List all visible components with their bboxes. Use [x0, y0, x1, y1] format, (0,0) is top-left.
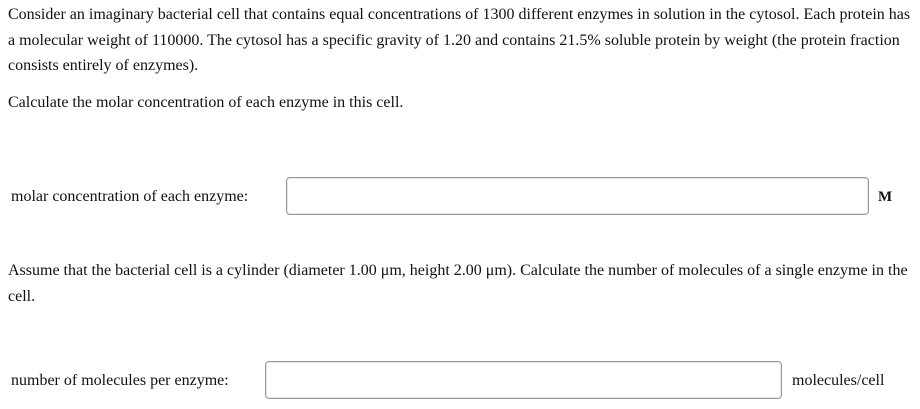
molar-unit-label: M: [878, 189, 893, 205]
molar-concentration-input[interactable]: [286, 177, 869, 215]
question-intro: Consider an imaginary bacterial cell that contains equal concentrations of 1300 different enzymes in solution in the cytosol. Each protein has a molecular weight of 110000. The cytosol has a specific gravity of 1.20 and contains 21.5% soluble protein by weight (the protein fraction consists entirely of enzymes).: [8, 6, 911, 74]
task-two-prompt: Assume that the bacterial cell is a cylinder (diameter 1.00 μm, height 2.00 μm). Calculate the number of molecules of a single enzyme in the cell.: [8, 262, 908, 305]
task-one-prompt: Calculate the molar concentration of each enzyme in this cell.: [8, 94, 404, 111]
molar-concentration-label: molar concentration of each enzyme:: [11, 188, 249, 205]
molecules-per-enzyme-input[interactable]: [265, 361, 782, 399]
answer-row-molar-concentration: [0, 175, 920, 219]
answer-row-molecules-per-enzyme: [0, 359, 920, 403]
molecules-unit-label: molecules/cell: [792, 372, 885, 389]
molecules-per-enzyme-label: number of molecules per enzyme:: [11, 372, 229, 389]
